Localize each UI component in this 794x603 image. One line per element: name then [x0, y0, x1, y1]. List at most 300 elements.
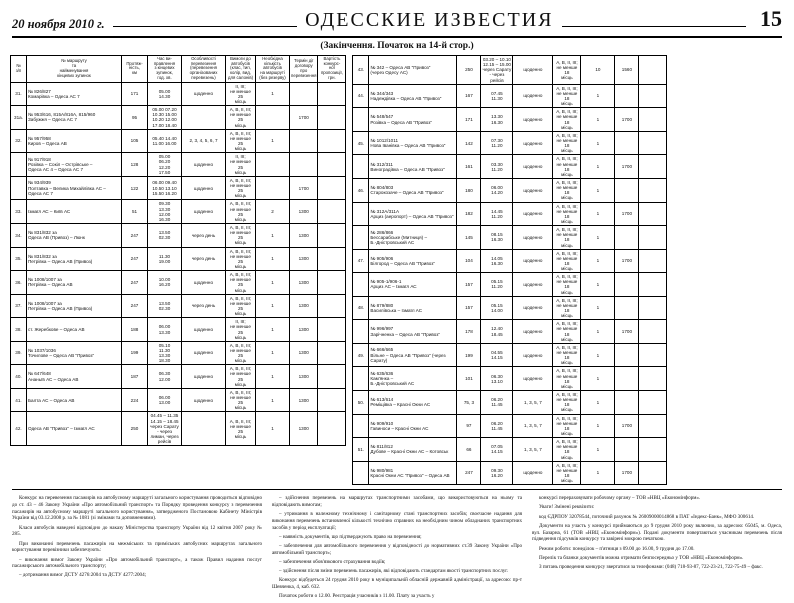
bid-price: [639, 202, 667, 226]
table-header-cell-7: Термін дії договору про перевезення: [290, 56, 318, 83]
table-row: [353, 438, 667, 462]
bid-price: [318, 106, 346, 130]
announcement-2-paragraph-1: – утримання в належному технічному і санітарному стані транспортних засобів; своєчасне надання для виконання перевезень встановленої кількості технічно справних на необхідним чином обладнаних транспортних засобів у період експлуатації;: [272, 511, 522, 531]
route-name: № 344/343 Надеждівка – Одеса АВ "Привоз": [369, 84, 457, 108]
departure-times: 05.00 07.20 10.30 15.00 10.20 12.00 17.00 18.40: [148, 106, 182, 130]
schedule-table-right: [352, 55, 667, 485]
contract-term: [290, 82, 318, 106]
contract-term: 1700: [615, 461, 639, 485]
route-name: ст. Жеребкове – Одеса АВ: [27, 318, 122, 342]
departure-times: 09.30 13.30 12.00 16.30: [148, 200, 182, 224]
section-divider: [12, 489, 782, 490]
route-length: 66: [457, 438, 481, 462]
table-row: [353, 273, 667, 297]
bus-requirements: A, B, II, III; не менше 18 місць: [553, 202, 581, 226]
route-name: № 879/880 Василівська – Ізмаїл АС: [369, 296, 457, 320]
row-number: [353, 367, 369, 391]
contract-term: [290, 153, 318, 177]
contract-term: 1700: [615, 414, 639, 438]
departure-times: 11.30 19.00: [148, 247, 182, 271]
departure-times: 14.05 16.30: [481, 249, 513, 273]
contract-term: 1300: [290, 200, 318, 224]
route-name: № 635/636 Кам'янка – Б.-Дністровський АС: [369, 367, 457, 391]
route-length: 171: [122, 82, 148, 106]
announcement-3-paragraph-0: конкурсі перераховувати робочому органу – ТОВ «НВЦ «Економінформ».: [539, 495, 701, 502]
departure-times: 06.20 11.45: [481, 391, 513, 415]
route-name: № 647/648 Ананьїв АС – Одеса АВ: [27, 365, 122, 389]
route-name: № 957/958 Киров – Одеса АВ: [27, 129, 122, 153]
departure-times: 03.30 11.20: [481, 155, 513, 179]
announcement-1-paragraph-1: Класи автобусів наведені відповідно до наказу Міністерства транспорту України від 12 квітня 2007 року № 285.: [12, 524, 262, 538]
table-row: [353, 131, 667, 155]
bus-requirements: A, B, II, III; не менше 25 місць: [226, 223, 256, 247]
service-days: щоденно: [513, 56, 553, 85]
route-length: 128: [122, 153, 148, 177]
row-number: [353, 226, 369, 250]
contract-term: [290, 129, 318, 153]
route-length: 250: [122, 412, 148, 446]
departure-times: 06.00 14.20: [481, 178, 513, 202]
contract-term: 1300: [290, 318, 318, 342]
route-length: 182: [457, 202, 481, 226]
announcement-1-paragraph-2: При виконанні перевезень пасажирів на межміських та приміських автобусних маршрутах загального користування перевізники забезпечують:: [12, 540, 262, 554]
table-row: [353, 108, 667, 132]
departure-times: 06.30 13.10: [481, 367, 513, 391]
contract-term: [615, 273, 639, 297]
row-number: 45.: [353, 131, 369, 155]
row-number: 47.: [353, 249, 369, 273]
bid-price: [639, 438, 667, 462]
row-number: 33.: [11, 200, 27, 224]
service-days: щоденно: [513, 296, 553, 320]
departure-times: 06.00 13.00: [148, 388, 182, 412]
route-name: № 953/616, 815А/816А, 815/960 Забужжя – Одеса АС 7: [27, 106, 122, 130]
departure-times: 06.20 11.45: [481, 414, 513, 438]
table-row: [353, 155, 667, 179]
row-number: 39.: [11, 341, 27, 365]
announcement-column-1: [12, 495, 262, 602]
table-row: [11, 388, 346, 412]
bid-price: [639, 155, 667, 179]
row-number: 44.: [353, 84, 369, 108]
announcement-2-paragraph-4: – забезпечення обов'язкового страхування водіїв;: [279, 559, 386, 566]
route-name: № 312A/311A Арциз (аеропорт) – Одеса АВ "Привоз": [369, 202, 457, 226]
announcement-3-paragraph-6: З питань проведення конкурсу звертатися за телефонами: (048) 718-93-87, 722-23-21, 722-75-49 – факс.: [539, 564, 763, 571]
bus-count: 1: [581, 296, 615, 320]
announcement-1-paragraph-3: – виконання вимог Закону України «Про автомобільний транспорт», а також Правил надання послуг пасажирського автомобільного транспорту;: [12, 556, 262, 570]
contract-term: 1300: [290, 247, 318, 271]
contract-term: [615, 343, 639, 367]
row-number: 43.: [353, 56, 369, 85]
bid-price: [639, 273, 667, 297]
bus-requirements: II, III; не менше 25 місць: [226, 82, 256, 106]
bus-requirements: A, B, II, III; не менше 18 місць: [553, 155, 581, 179]
table-row: [11, 412, 346, 446]
bid-price: [639, 178, 667, 202]
announcement-3-paragraph-5: Перелік та бланки документів можна отримати безпосередньо у ТОВ «НВЦ «Економінформ».: [539, 554, 744, 561]
table-header-cell-0: № з/п: [11, 56, 27, 83]
row-number: [353, 155, 369, 179]
service-days: щоденно: [513, 108, 553, 132]
service-days: щоденно: [182, 388, 226, 412]
contract-term: 1700: [615, 108, 639, 132]
bid-price: [318, 223, 346, 247]
route-name: № 826/827 Комарівка – Одеса АС 7: [27, 82, 122, 106]
row-number: 35.: [11, 247, 27, 271]
departure-times: 05.40 14.40 11.00 16.00: [148, 129, 182, 153]
row-number: [11, 153, 27, 177]
row-number: 48.: [353, 296, 369, 320]
route-name: № 811/812 Дубове – Красні Окни АС – Котовськ: [369, 438, 457, 462]
table-row: [11, 153, 346, 177]
contract-term: 1300: [290, 412, 318, 446]
route-length: 247: [122, 294, 148, 318]
route-length: 145: [457, 226, 481, 250]
row-number: 38.: [11, 318, 27, 342]
route-name: № 1008/1007 за Петрівка – Одеса АВ: [27, 271, 122, 295]
bus-count: 1: [581, 367, 615, 391]
table-row: [353, 296, 667, 320]
table-header-cell-1: № маршруту та найменування кінцевих зупинок: [27, 56, 122, 83]
table-row: [353, 367, 667, 391]
departure-times: 09.30 16.20: [481, 461, 513, 485]
bus-requirements: A, B, II, III; не менше 18 місць: [553, 391, 581, 415]
table-row: [11, 129, 346, 153]
departure-times: 04.55 14.15: [481, 343, 513, 367]
row-number: [353, 320, 369, 344]
bid-price: [639, 296, 667, 320]
row-number: 41.: [11, 388, 27, 412]
bus-requirements: A, B, II, III; не менше 18 місць: [553, 249, 581, 273]
row-number: 51.: [353, 438, 369, 462]
service-days: 1, 3, 5, 7: [513, 414, 553, 438]
contract-term: [615, 178, 639, 202]
bus-count: 1: [256, 129, 290, 153]
route-name: № 934/939 Полтавка – Велика Михайлівка АС – Одеса АС 7: [27, 176, 122, 200]
route-length: 180: [457, 178, 481, 202]
bid-price: [639, 461, 667, 485]
announcement-3-paragraph-4: Режим роботи: понеділок – п'ятниця з 09.00 до 16.00, 9 грудня до 17.00.: [539, 545, 695, 552]
bus-requirements: A, B, II, III; не менше 18 місць: [553, 367, 581, 391]
service-days: щоденно: [513, 226, 553, 250]
departure-times: 05.00 06.20 12.20 17.50: [148, 153, 182, 177]
service-days: щоденно: [182, 271, 226, 295]
contract-term: 1300: [290, 223, 318, 247]
route-length: 167: [457, 84, 481, 108]
route-name: № 286/866 Бессарабське (Митниця) – Б.-Дністровський АС: [369, 226, 457, 250]
service-days: щоденно: [513, 131, 553, 155]
masthead-date: 20 ноября 2010 г.: [12, 17, 105, 31]
bus-count: 1: [581, 178, 615, 202]
contract-term: 1700: [615, 202, 639, 226]
announcement-3-paragraph-3: Документи на участь у конкурсі приймаються до 9 грудня 2010 року включно, за адресою: 65045, м. Одеса, вул. Базарна, 61 (ТОВ «НВЦ «Економінформ»). Подані документи повертаються учасникам перевезень після підведення підсумків конкурсу та завірені мокрою печаткою.: [532, 522, 782, 543]
route-name: Ізмаїл АС – Київ АС: [27, 200, 122, 224]
contract-term: 1700: [615, 155, 639, 179]
bus-count: 1: [581, 226, 615, 250]
service-days: щоденно: [182, 200, 226, 224]
route-length: 51: [122, 200, 148, 224]
service-days: [182, 106, 226, 130]
departure-times: 07.30 11.20: [481, 131, 513, 155]
contract-term: [615, 367, 639, 391]
bus-requirements: A, B, II, III; не менше 25 місць: [226, 341, 256, 365]
table-row: [353, 320, 667, 344]
contract-term: 1700: [290, 106, 318, 130]
masthead-divider: [12, 36, 782, 38]
announcement-3-paragraph-1: Уваги! Змінені реквізити:: [539, 504, 595, 511]
bus-requirements: A, B, II, III; не менше 18 місць: [553, 108, 581, 132]
bus-requirements: A, B, II, III; не менше 25 місць: [226, 412, 256, 446]
service-days: щоденно: [513, 202, 553, 226]
service-days: щоденно: [182, 82, 226, 106]
bus-count: [256, 176, 290, 200]
service-days: через день: [182, 294, 226, 318]
contract-term: [615, 296, 639, 320]
bid-price: [318, 365, 346, 389]
route-name: № 1012/1011 Нова Іванівка – Одеса АВ "Привоз": [369, 131, 457, 155]
departure-times: 05.15 14.00: [481, 296, 513, 320]
bus-count: [256, 106, 290, 130]
route-length: 122: [122, 176, 148, 200]
service-days: щоденно: [513, 367, 553, 391]
route-name: № 996/997 Зарічненка – Одеса АВ "Привоз": [369, 320, 457, 344]
bus-count: 1: [581, 273, 615, 297]
route-length: 101: [457, 367, 481, 391]
masthead-rule-left: [113, 26, 297, 27]
service-days: 2, 3, 4, 5, 6, 7: [182, 129, 226, 153]
bus-requirements: A, B, II, III; не менше 18 місць: [553, 296, 581, 320]
table-row: [353, 414, 667, 438]
route-length: 199: [122, 341, 148, 365]
schedule-table-left: [10, 55, 346, 446]
row-number: 32.: [11, 129, 27, 153]
row-number: 42.: [11, 412, 27, 446]
bid-price: [318, 318, 346, 342]
route-name: № 1037/1036 Точилове – Одеса АВ "Привоз": [27, 341, 122, 365]
table-row: [11, 106, 346, 130]
contract-term: 1700: [290, 176, 318, 200]
row-number: [353, 414, 369, 438]
bid-price: [318, 176, 346, 200]
route-name: № 666/665 Вільне – Одеса АВ "Привоз" (через Сарату): [369, 343, 457, 367]
bus-count: 10: [581, 56, 615, 85]
table-row: [353, 391, 667, 415]
departure-times: 07.05 14.15: [481, 438, 513, 462]
bus-requirements: A, B, II, III; не менше 18 місць: [553, 84, 581, 108]
bus-count: 1: [581, 438, 615, 462]
service-days: щоденно: [513, 249, 553, 273]
departure-times: 07.45 11.30: [481, 84, 513, 108]
bid-price: [639, 131, 667, 155]
table-header-row: [11, 56, 346, 83]
table-header-cell-3: Час ви- правлення з кінцевих зупинок, год. хв.: [148, 56, 182, 83]
service-days: 1, 3, 5, 7: [513, 438, 553, 462]
bus-count: 1: [256, 82, 290, 106]
bid-price: [639, 320, 667, 344]
route-length: 247: [122, 247, 148, 271]
row-number: [353, 202, 369, 226]
contract-term: [615, 226, 639, 250]
route-length: 157: [457, 273, 481, 297]
route-name: № 613/614 Реміщівка – Красні Окни АС: [369, 391, 457, 415]
service-days: щоденно: [513, 155, 553, 179]
bus-count: 1: [581, 391, 615, 415]
page-number: 15: [760, 6, 783, 31]
route-name: № 312/311 Виноградівка – Одеса АВ "Привоз": [369, 155, 457, 179]
table-row: [353, 249, 667, 273]
masthead: [10, 6, 784, 34]
bid-price: [639, 84, 667, 108]
bus-count: 1: [256, 388, 290, 412]
row-number: 34.: [11, 223, 27, 247]
bus-requirements: A, B, II, III; не менше 25 місць: [226, 271, 256, 295]
bus-count: 1: [581, 249, 615, 273]
table-header-cell-2: Протяж- ність, км: [122, 56, 148, 83]
contract-term: 1300: [290, 271, 318, 295]
departure-times: 13.50 02.30: [148, 294, 182, 318]
bus-requirements: A, B, II, III; не менше 18 місць: [553, 461, 581, 485]
bus-requirements: A, B, II, III; не менше 25 місць: [226, 176, 256, 200]
bid-price: [639, 343, 667, 367]
announcement-2-paragraph-3: – забезпечення для автомобільного перевезення у відповідності до нормативних ст.39 Закону України «Про автомобільний транспорт»;: [272, 543, 522, 556]
bus-requirements: A, B, II, III; не менше 18 місць: [553, 320, 581, 344]
bid-price: [639, 108, 667, 132]
announcement-1-paragraph-4: – дотримання вимог ДСТУ 4276:2004 та ДСТУ 4277:2004;: [19, 572, 147, 579]
table-row: [11, 82, 346, 106]
service-days: щоденно: [513, 461, 553, 485]
route-name: № 909/910 Гавиноси – Красні Окни АС: [369, 414, 457, 438]
contract-term: [615, 84, 639, 108]
table-row: [11, 200, 346, 224]
service-days: через день: [182, 247, 226, 271]
bus-requirements: A, B, II, III; не менше 25 місць: [226, 388, 256, 412]
route-name: № 980/981 Красні Окни АС "Привоз" – Одеса АВ: [369, 461, 457, 485]
service-days: 1, 3, 5, 7: [513, 391, 553, 415]
departure-times: 05.15 11.20: [481, 273, 513, 297]
bus-requirements: A, B, II, III; не менше 18 місць: [553, 131, 581, 155]
continuation-note: (Закінчення. Початок на 14-й стор.): [320, 41, 474, 51]
table-row: [11, 271, 346, 295]
bid-price: [318, 294, 346, 318]
table-row: [353, 202, 667, 226]
route-length: 250: [457, 56, 481, 85]
bid-price: [318, 200, 346, 224]
bus-requirements: A, B, II, III; не менше 18 місць: [553, 56, 581, 85]
bus-count: 1: [256, 365, 290, 389]
bus-requirements: A, B, II, III; не менше 18 місць: [553, 414, 581, 438]
contract-term: 1700: [615, 320, 639, 344]
route-name: Балта АС – Одеса АВ: [27, 388, 122, 412]
route-name: № 831/832 за Одеса АВ (Привоз) – Люнк: [27, 223, 122, 247]
row-number: [353, 461, 369, 485]
service-days: щоденно: [182, 341, 226, 365]
bus-requirements: A, B, II, III; не менше 25 місць: [226, 365, 256, 389]
service-days: щоденно: [513, 178, 553, 202]
announcement-column-2: [272, 495, 522, 602]
departure-times: 13.30 16.30: [481, 108, 513, 132]
route-name: № 342 – Одеса АВ "Привоз" (через Одесу АС): [369, 56, 457, 85]
announcement-2-paragraph-7: Початок роботи о 12.00. Реєстрація учасників з 11.00. Плату за участь у: [279, 593, 435, 600]
bus-count: 1: [581, 343, 615, 367]
route-name: № 905-1/906-1 Арциз АС – Ізмаїл АС: [369, 273, 457, 297]
bus-count: 1: [581, 131, 615, 155]
bid-price: [318, 247, 346, 271]
bus-requirements: A, B, II, III; не менше 25 місць: [226, 200, 256, 224]
bid-price: [318, 341, 346, 365]
bus-requirements: A, B, II, III; не менше 25 місць: [226, 129, 256, 153]
contract-term: [615, 131, 639, 155]
bid-price: [639, 226, 667, 250]
route-length: 247: [457, 461, 481, 485]
bus-count: 1: [581, 461, 615, 485]
route-name: № 1008/1007 за Петрівка – Одеса АВ (Привоз): [27, 294, 122, 318]
service-days: щоденно: [182, 176, 226, 200]
announcement-1-paragraph-0: Конкурс на перевезення пасажирів на автобусному маршруті загального користування проводиться відповідно до ст. 43 – 46 Закону України «Про автомобільний транспорт» та Порядку проведення конкурсу з перевезення пасажирів на автобусному маршруті загального користування», затвердженого Постановою Кабінету Міністрів України від 03.12.2008 р. за № 1081 (зі змінами та доповненнями).: [12, 495, 262, 522]
route-length: 224: [122, 388, 148, 412]
table-header-cell-8: Вартість конкурс- ної пропозиції, грн.: [318, 56, 346, 83]
departure-times: 03.20 – 10.10 12.15 – 15.00 через Сарату - через рейсів: [482, 57, 512, 83]
contract-term: 1300: [290, 294, 318, 318]
row-number: [353, 108, 369, 132]
row-number: 49.: [353, 343, 369, 367]
bus-requirements: A, B, II, III; не менше 25 місць: [226, 294, 256, 318]
route-length: 97: [457, 414, 481, 438]
departure-times: 13.50 02.30: [148, 223, 182, 247]
table-row: [353, 56, 667, 85]
bus-requirements: A, B, II, III; не менше 18 місць: [553, 226, 581, 250]
bus-requirements: A, B, II, III; не менше 18 місць: [553, 438, 581, 462]
route-name: № 917/918 Розівка – Сокіл – Острівське – Одеса АС 4 – Одеса АС 7: [27, 153, 122, 177]
row-number: 46.: [353, 178, 369, 202]
bus-requirements: A, B, II, III; не менше 18 місць: [553, 343, 581, 367]
route-length: 161: [457, 155, 481, 179]
masthead-rule-right: [562, 26, 746, 27]
bid-price: [639, 249, 667, 273]
table-row: [11, 318, 346, 342]
table-row: [11, 223, 346, 247]
bus-count: 1: [256, 294, 290, 318]
table-row: [11, 294, 346, 318]
service-days: щоденно: [513, 320, 553, 344]
announcement-2-paragraph-0: – здійснення перевезень на маршрутах транспортними засобами, що використовуються на ньому та відповідають вимогам;: [272, 495, 522, 508]
bus-count: 2: [256, 200, 290, 224]
contract-term: [615, 391, 639, 415]
row-number: [11, 176, 27, 200]
bid-price: [318, 412, 346, 446]
bus-count: 1: [256, 223, 290, 247]
service-days: щоденно: [182, 153, 226, 177]
service-days: через день: [182, 223, 226, 247]
bus-requirements: II, III; не менше 25 місць: [226, 318, 256, 342]
row-number: 37.: [11, 294, 27, 318]
bus-count: 1: [581, 202, 615, 226]
announcement-2-paragraph-5: – здійснення після зміни перевезень пасажирів, які відповідають стандартам якості транспортних послуг.: [279, 568, 509, 575]
bid-price: [318, 82, 346, 106]
route-name: № 804/803 Старокозаче – Одеса АВ "Привоз": [369, 178, 457, 202]
bid-price: [639, 56, 667, 85]
departure-times: 10.00 16.20: [148, 271, 182, 295]
service-days: щоденно: [182, 318, 226, 342]
announcement-column-3: [532, 495, 782, 602]
row-number: 36.: [11, 271, 27, 295]
departure-times: 05.00 14.30: [148, 82, 182, 106]
bus-requirements: A, B, II, III; не менше 18 місць: [553, 178, 581, 202]
bus-count: 1: [581, 108, 615, 132]
row-number: 31a.: [11, 106, 27, 130]
table-row: [353, 461, 667, 485]
departure-times: 04.45 – 11.35 14.15 – 18.45 через Сарату - через лиман, через рейсів: [148, 412, 182, 446]
masthead-title: ОДЕССКИЕ ИЗВЕСТИЯ: [305, 9, 554, 31]
